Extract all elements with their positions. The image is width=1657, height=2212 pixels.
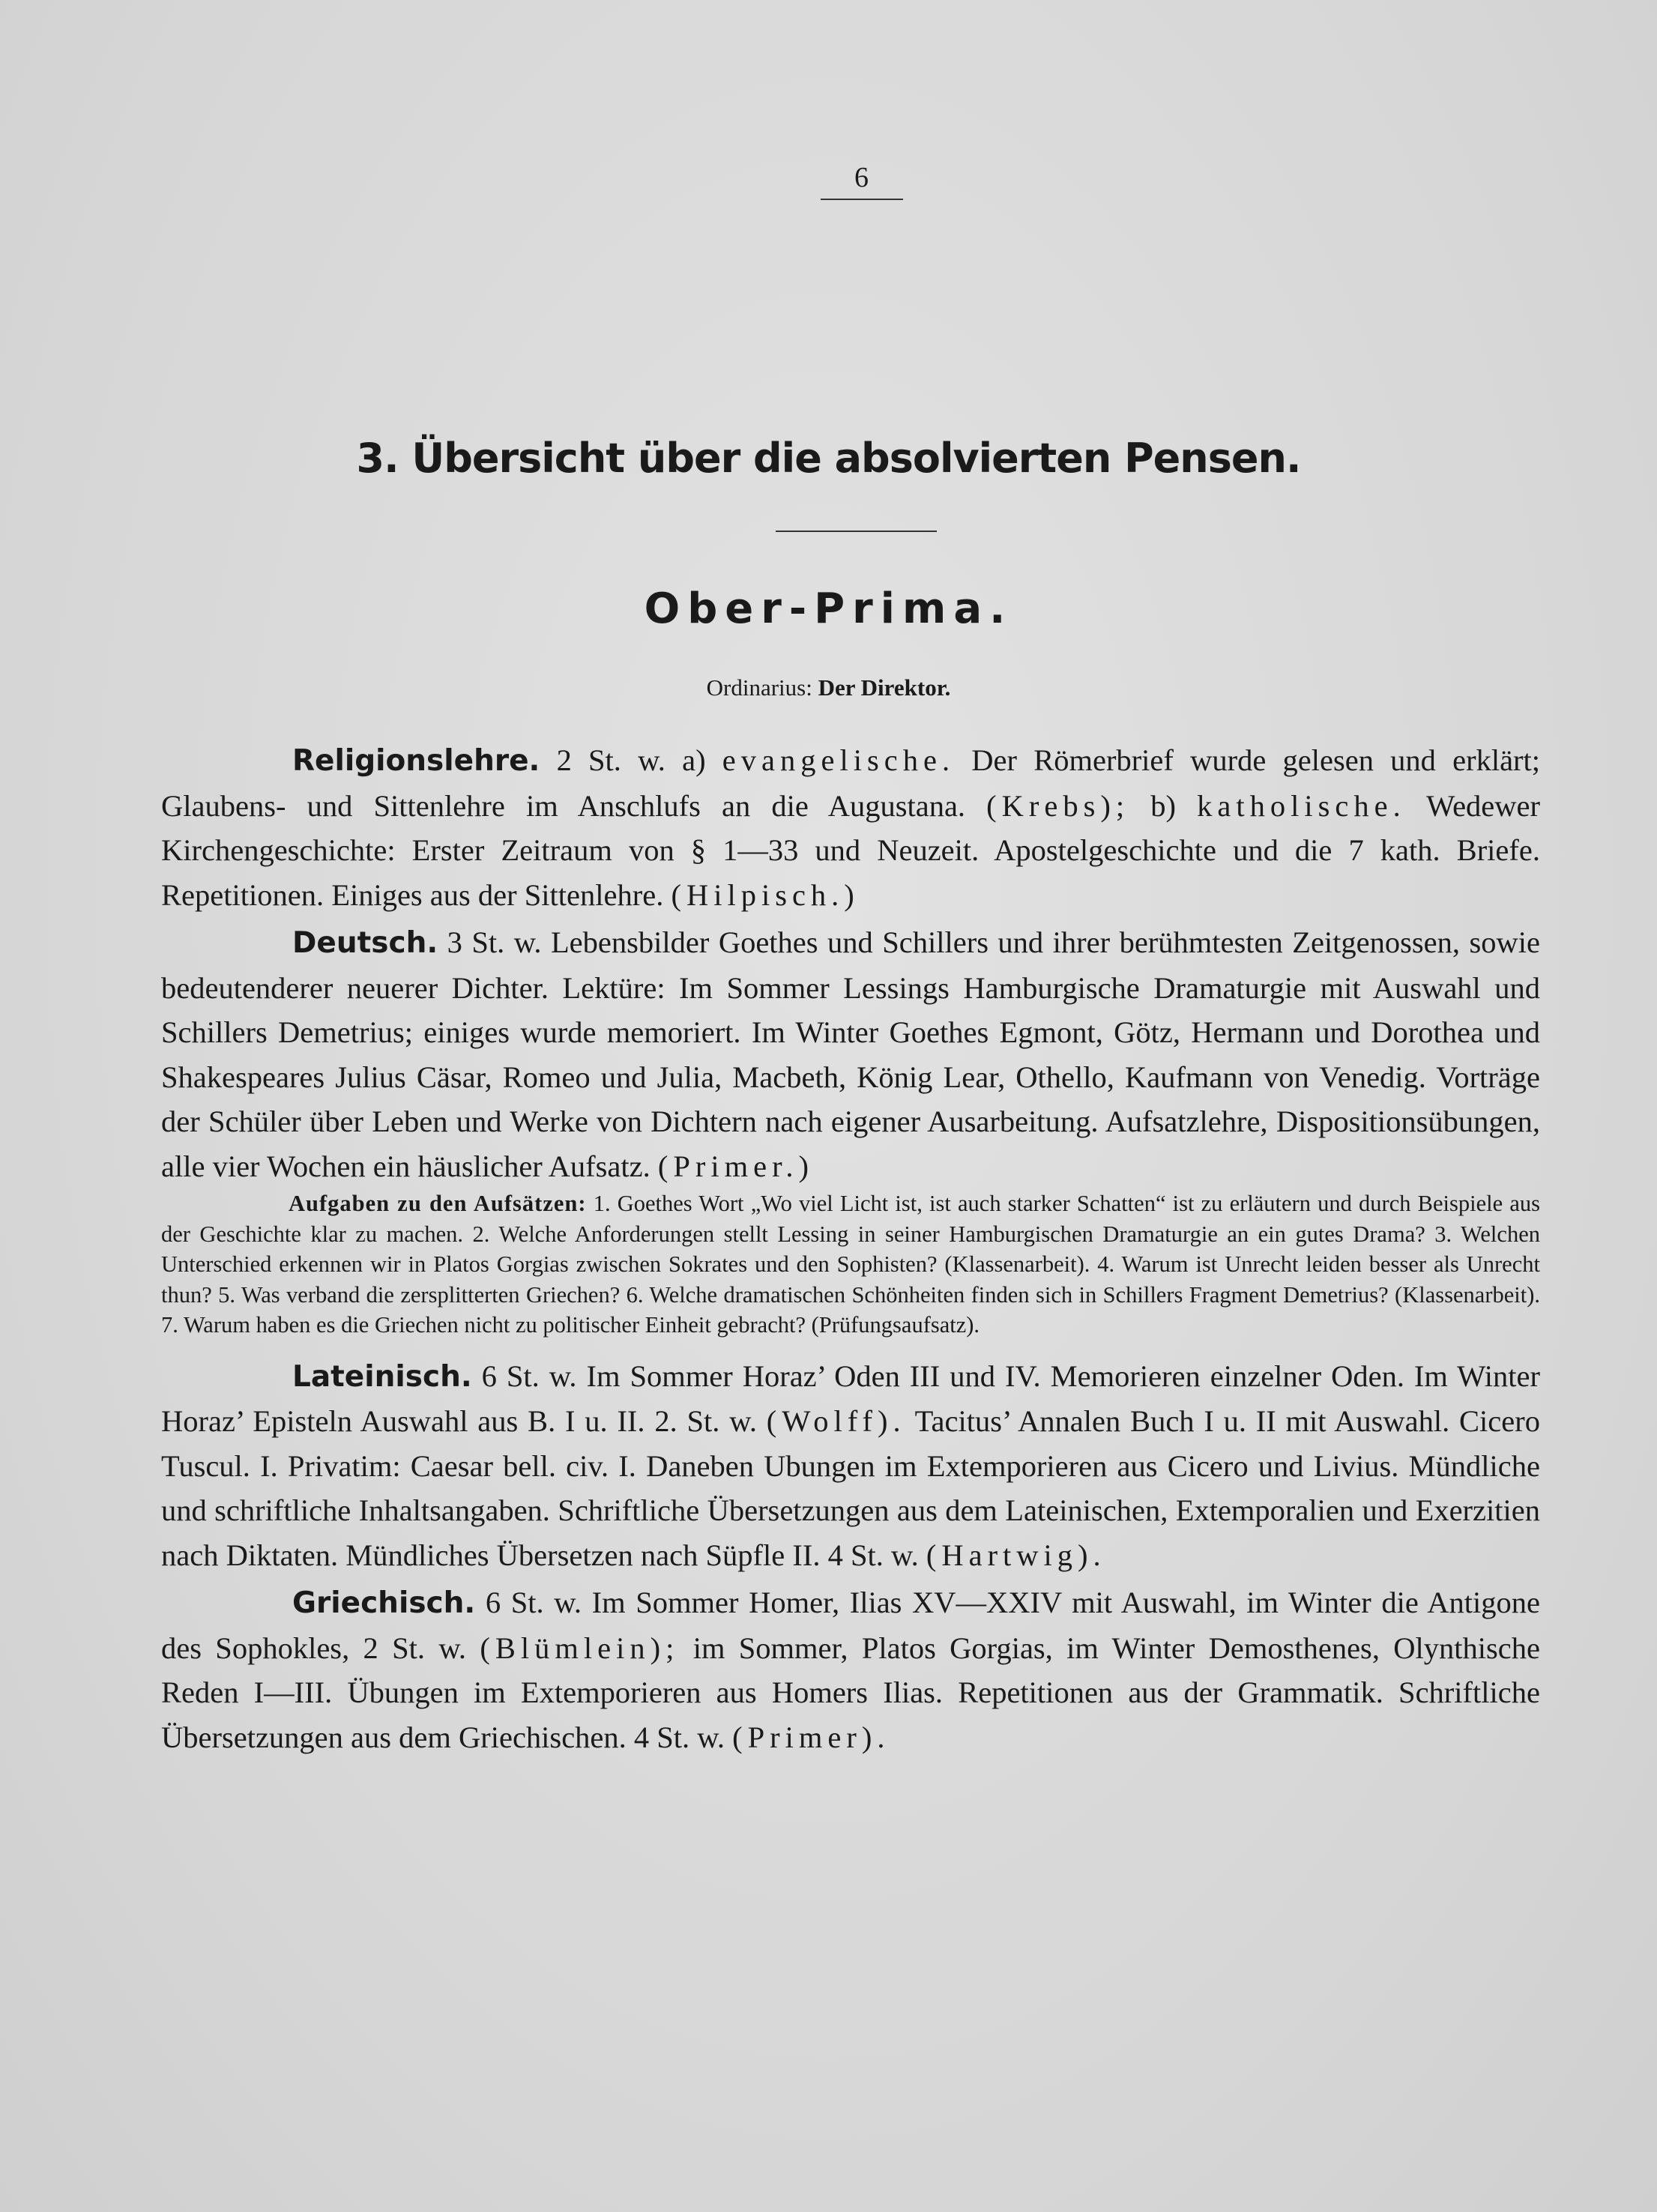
latein-text-b: Tacitus’ Annalen Buch I u. II mit Auswahl. Cicero Tuscul. I. Privatim: Caesar bell. civ. I. Daneben Ubungen im Extemporieren aus Cicero und Livius. Mündliche und schriftliche Inhaltsangaben. Schriftliche Übersetzungen aus dem Lateinischen, Extemporalien und Exerzitien nach Diktaten. Mündliches Übersetzen nach Süpfle II. 4 St. w. <box>161 1404 1540 1572</box>
section-divider <box>776 531 937 532</box>
religion-text-b: Wedewer Kirchengeschichte: Erster Zeitraum von § 1—33 und Neuzeit. Apostelgeschichte und die 7 kath. Briefe. Repetitionen. Einiges aus der Sittenlehre. <box>161 788 1540 912</box>
deutsch-text: Lebensbilder Goethes und Schillers und ihrer berühmtesten Zeitgenossen, sowie bedeutenderer neuerer Dichter. Lektüre: Im Sommer Lessings Hamburgische Dramaturgie mit Auswahl und Schillers Demetrius; einiges wurde memoriert. Im Winter Goethes Egmont, Götz, Hermann und Dorothea und Shakespeares Julius Cäsar, Romeo und Julia, Macbeth, König Lear, Othello, Kaufmann von Venedig. Vorträge der Schüler über Leben und Werke von Dichtern nach eigener Ausarbeitung. Aufsatzlehre, Dispositionsübungen, alle vier Wochen ein häuslicher Aufsatz. <box>161 925 1540 1183</box>
deutsch-tasks <box>161 1188 1540 1341</box>
religion-heading: Religionslehre. <box>292 744 540 778</box>
religion-paragraph <box>161 738 1540 917</box>
latein-heading: Lateinisch. <box>292 1359 472 1394</box>
deutsch-paragraph <box>161 920 1540 1188</box>
deutsch-heading: Deutsch. <box>292 926 438 960</box>
deutsch-tasks-text: 1. Goethes Wort „Wo viel Licht ist, ist auch starker Schatten“ ist zu erläutern und durch Beispiele aus der Geschichte klar zu machen. 2. Welche Anforderungen stellt Lessing in seiner Hamburgischen Dramaturgie an ein gutes Drama? 3. Welchen Unterschied erkennen wir in Platos Gorgias zwischen Sokrates und den Sophisten? (Klassenarbeit). 4. Warum ist Unrecht leiden besser als Unrecht thun? 5. Was verband die zersplitterten Griechen? 6. Welche dramatischen Schönheiten finden sich in Schillers Fragment Demetrius? (Klassenarbeit). 7. Warum haben es die Griechen nicht zu politischer Einheit gebracht? (Prüfungsaufsatz). <box>161 1191 1540 1338</box>
section-title: 3. Übersicht über die absolvierten Pensen. <box>356 435 1301 482</box>
ordinarius-value: Der Direktor. <box>818 674 951 701</box>
religion-teacher-b: (Hilpisch.) <box>671 877 860 912</box>
griechisch-heading: Griechisch. <box>292 1586 476 1620</box>
curriculum-body <box>161 738 1540 1759</box>
religion-text-a: Der Römerbrief wurde gelesen und erklärt; Glaubens- und Sittenlehre im Anschlufs an die Augustana. <box>161 743 1541 823</box>
religion-hours: 2 St. w. <box>556 743 665 777</box>
griechisch-teacher-a: (Blümlein); <box>480 1631 680 1665</box>
deutsch-teacher: (Primer.) <box>657 1149 814 1183</box>
griechisch-hours: 6 St. w. <box>485 1586 582 1619</box>
griechisch-text-a: Im Sommer Homer, Ilias XV—XXIV mit Auswahl, im Winter die Antigone des Sophokles, 2 St. w. <box>161 1586 1540 1665</box>
griechisch-text-b: im Sommer, Platos Gorgias, im Winter Demosthenes, Olynthische Reden I—III. Übungen im Extemporieren aus Homers Ilias. Repetitionen aus der Grammatik. Schriftliche Übersetzungen aus dem Griechischen. 4 St. w. <box>161 1631 1540 1754</box>
page-number: 6 <box>854 162 869 193</box>
religion-part-b: b) <box>1150 788 1176 823</box>
latein-paragraph <box>161 1354 1540 1578</box>
griechisch-paragraph <box>161 1580 1540 1759</box>
ordinarius-line <box>0 674 1657 701</box>
page-number-rule <box>821 199 903 200</box>
class-title: Ober-Prima. <box>644 584 1013 633</box>
religion-part-a: a) <box>682 743 706 777</box>
ordinarius-label: Ordinarius: <box>706 674 812 701</box>
deutsch-hours: 3 St. w. <box>447 925 542 959</box>
latein-teacher-b: (Hartwig). <box>926 1538 1106 1572</box>
latein-text-a: Im Sommer Horaz’ Oden III und IV. Memorieren einzelner Oden. Im Winter Horaz’ Episteln Auswahl aus B. I u. II. 2. St. w. <box>161 1359 1540 1438</box>
latein-hours: 6 St. w. <box>481 1359 577 1393</box>
deutsch-tasks-label: Aufgaben zu den Aufsätzen: <box>289 1191 587 1216</box>
religion-katholisch: katholische. <box>1197 788 1406 823</box>
religion-evangelisch: evangelische. <box>722 743 956 777</box>
religion-teacher-a: (Krebs); <box>986 788 1130 823</box>
latein-teacher-a: (Wolff). <box>766 1404 906 1438</box>
griechisch-teacher-b: (Primer). <box>732 1720 890 1754</box>
